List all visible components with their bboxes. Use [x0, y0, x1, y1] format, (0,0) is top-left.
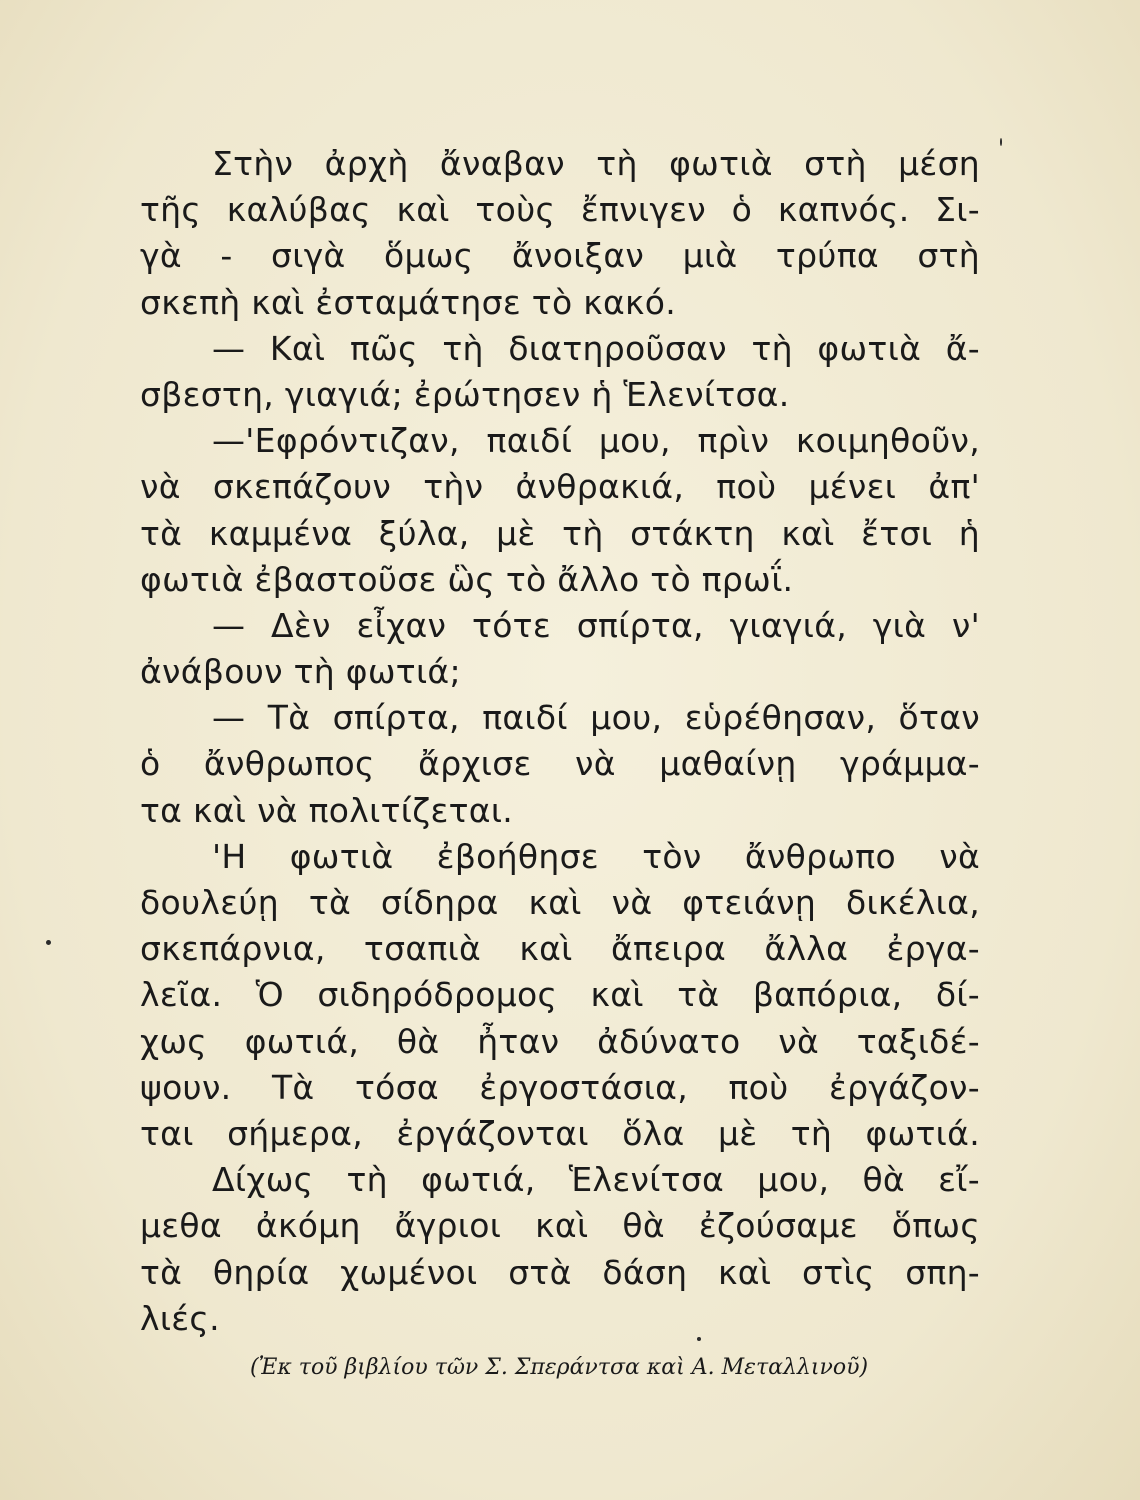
text-line: δουλεύῃ τὰ σίδηρα καὶ νὰ φτειάνῃ δικέλια,	[140, 883, 980, 922]
text-line: —'Εφρόντιζαν, παιδί μου, πρὶν κοιμηθοῦν,	[212, 421, 980, 461]
text-line: τα καὶ νὰ πολιτίζεται.	[140, 790, 514, 830]
text-line: μεθα ἀκόμη ἄγριοι καὶ θὰ ἐζούσαμε ὅπως	[140, 1206, 980, 1246]
text-line: τὰ καμμένα ξύλα, μὲ τὴ στάκτη καὶ ἔτσι ἡ	[140, 513, 980, 553]
text-line: ὁ ἄνθρωπος ἄρχισε νὰ μαθαίνῃ γράμμα-	[140, 744, 980, 784]
main-text	[140, 141, 980, 1342]
print-speck	[1000, 138, 1002, 146]
text-line: Δίχως τὴ φωτιά, Ἑλενίτσα μου, θὰ εἴ-	[212, 1160, 980, 1200]
text-line: τῆς καλύβας καὶ τοὺς ἔπνιγεν ὁ καπνός. Σι-	[140, 190, 980, 230]
text-line: — Καὶ πῶς τὴ διατηροῦσαν τὴ φωτιὰ ἄ-	[212, 328, 980, 368]
text-line: σκεπὴ καὶ ἐσταμάτησε τὸ κακό.	[140, 282, 677, 322]
text-line: σβεστη, γιαγιά; ἐρώτησεν ἡ Ἑλενίτσα.	[140, 374, 790, 414]
text-line: γὰ - σιγὰ ὅμως ἄνοιξαν μιὰ τρύπα στὴ	[140, 236, 980, 276]
text-line: τὰ θηρία χωμένοι στὰ δάση καὶ στὶς σπη-	[140, 1252, 980, 1292]
text-line: λιές.	[140, 1298, 220, 1338]
text-line: νὰ σκεπάζουν τὴν ἀνθρακιά, ποὺ μένει ἀπ'	[140, 467, 980, 507]
text-line: — Τὰ σπίρτα, παιδί μου, εὑρέθησαν, ὅταν	[212, 698, 980, 738]
text-line: φωτιὰ ἐβαστοῦσε ὣς τὸ ἄλλο τὸ πρωΐ.	[140, 559, 794, 599]
text-line: ἀνάβουν τὴ φωτιά;	[140, 652, 461, 692]
source-citation: (Ἐκ τοῦ βιβλίου τῶν Σ. Σπεράντσα καὶ Α. Μεταλλινοῦ)	[250, 1355, 869, 1380]
text-line: χως φωτιά, θὰ ἦταν ἀδύνατο νὰ ταξιδέ-	[140, 1021, 980, 1061]
text-line: λεῖα. Ὁ σιδηρόδρομος καὶ τὰ βαπόρια, δί-	[140, 975, 980, 1015]
text-line: σκεπάρνια, τσαπιὰ καὶ ἄπειρα ἄλλα ἐργα-	[140, 929, 980, 969]
print-speck	[697, 1337, 701, 1341]
text-line: ται σήμερα, ἐργάζονται ὅλα μὲ τὴ φωτιά.	[140, 1113, 980, 1153]
print-speck	[46, 940, 51, 945]
text-line: 'Η φωτιὰ ἐβοήθησε τὸν ἄνθρωπο νὰ	[212, 836, 980, 876]
text-line: — Δὲν εἶχαν τότε σπίρτα, γιαγιά, γιὰ ν'	[212, 605, 980, 645]
text-line: Στὴν ἀρχὴ ἄναβαν τὴ φωτιὰ στὴ μέση	[212, 144, 980, 183]
text-line: ψουν. Τὰ τόσα ἐργοστάσια, ποὺ ἐργάζον-	[140, 1067, 980, 1107]
